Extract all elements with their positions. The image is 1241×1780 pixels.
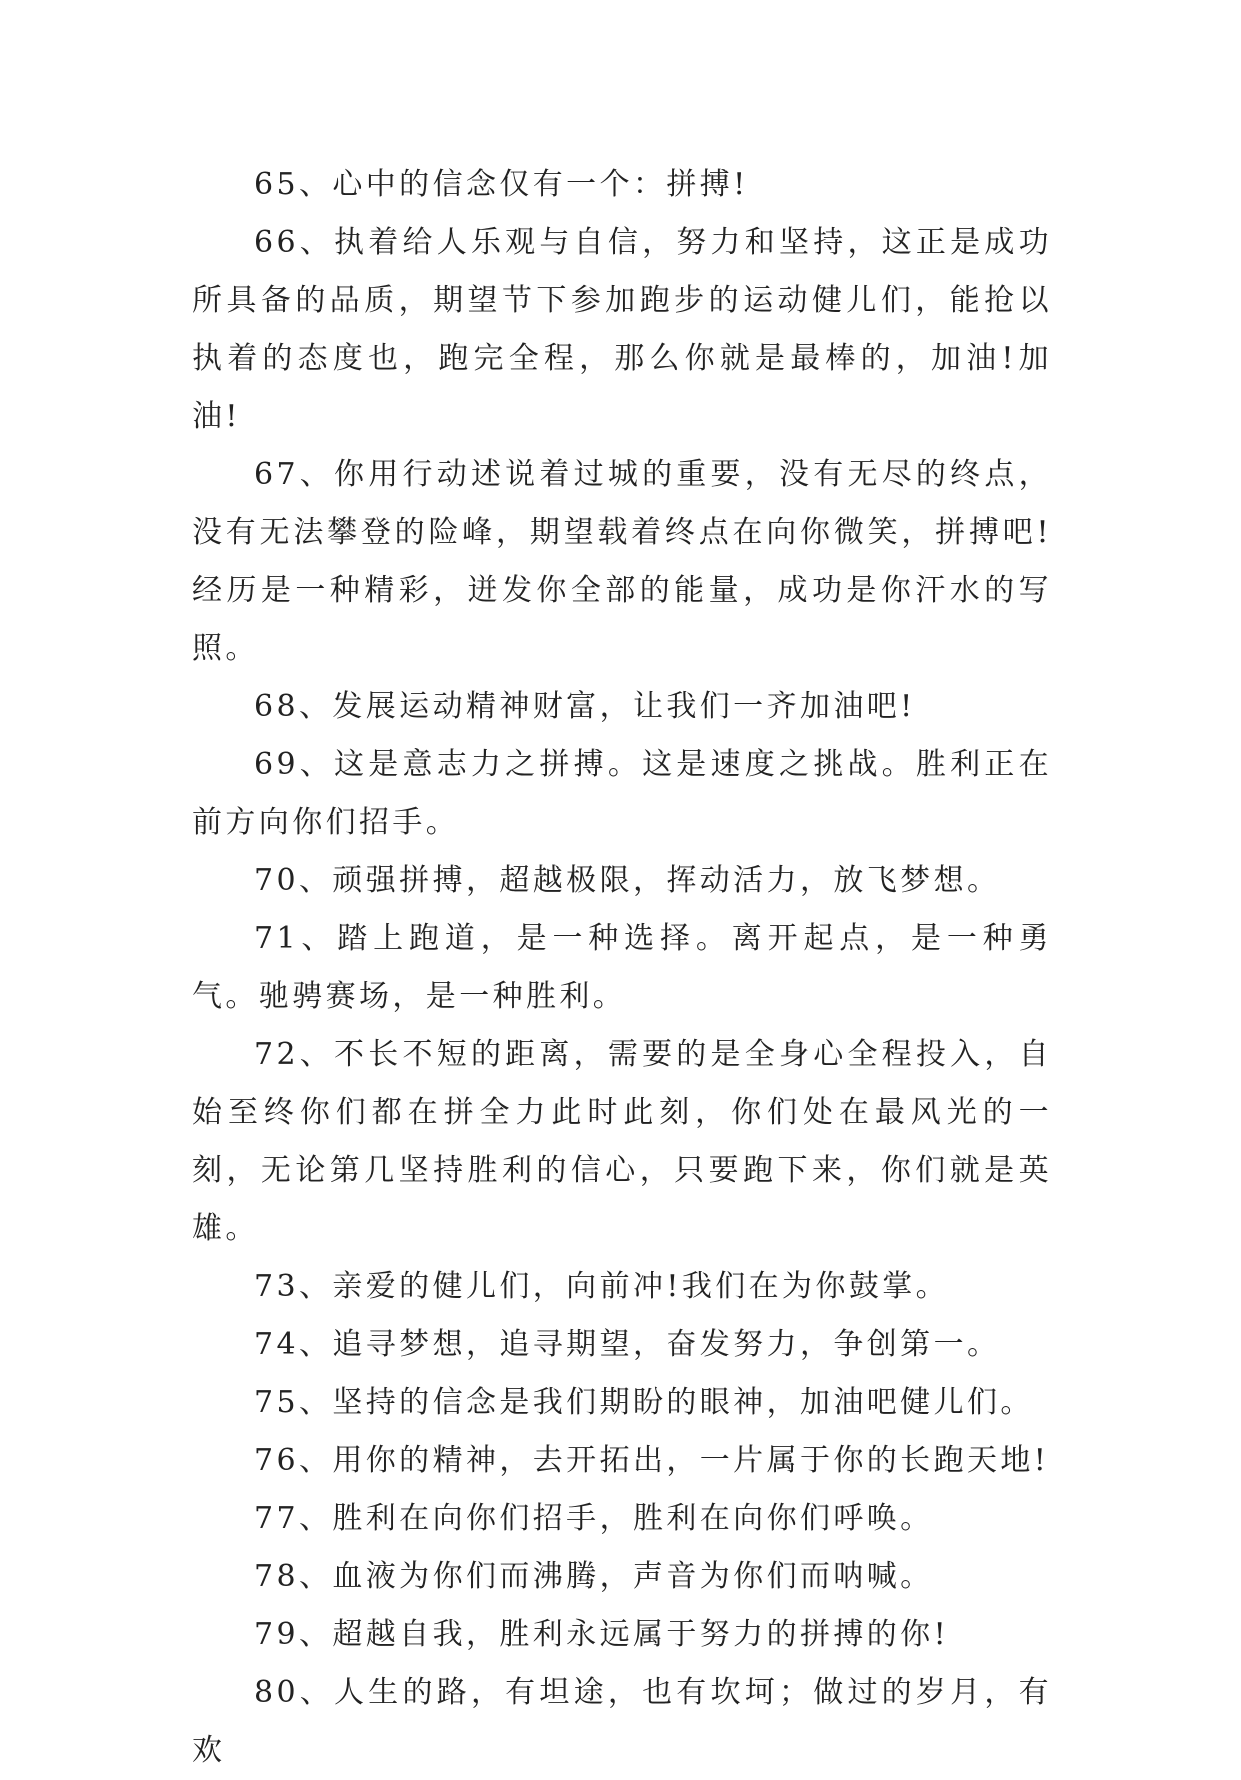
paragraph-70: 70、顽强拼搏，超越极限，挥动活力，放飞梦想。 <box>254 863 1001 898</box>
paragraph-68: 68、发展运动精神财富，让我们一齐加油吧! <box>254 689 916 724</box>
paragraph-65: 65、心中的信念仅有一个：拼搏! <box>254 167 749 202</box>
paragraph-78: 78、血液为你们而沸腾，声音为你们而呐喊。 <box>254 1559 934 1594</box>
paragraph-74: 74、追寻梦想，追寻期望，奋发努力，争创第一。 <box>254 1327 1001 1362</box>
paragraph-77: 77、胜利在向你们招手，胜利在向你们呼唤。 <box>254 1501 934 1536</box>
paragraph-76: 76、用你的精神，去开拓出，一片属于你的长跑天地! <box>254 1443 1050 1478</box>
paragraph-69: 69、这是意志力之拼搏。这是速度之挑战。胜利正在前方向你们招手。 <box>192 747 1052 840</box>
paragraph-80: 80、人生的路，有坦途，也有坎坷；做过的岁月，有欢 <box>192 1675 1052 1768</box>
paragraph-71: 71、踏上跑道，是一种选择。离开起点，是一种勇气。驰骋赛场，是一种胜利。 <box>192 921 1052 1014</box>
paragraph-75: 75、坚持的信念是我们期盼的眼神，加油吧健儿们。 <box>254 1385 1034 1420</box>
paragraph-72: 72、不长不短的距离，需要的是全身心全程投入，自始至终你们都在拼全力此时此刻，你们处在最风光的一刻，无论第几坚持胜利的信心，只要跑下来，你们就是英雄。 <box>192 1037 1052 1246</box>
paragraph-73: 73、亲爱的健儿们，向前冲!我们在为你鼓掌。 <box>254 1269 950 1304</box>
paragraph-79: 79、超越自我，胜利永远属于努力的拼搏的你! <box>254 1617 950 1652</box>
paragraph-66: 66、执着给人乐观与自信，努力和坚持，这正是成功所具备的品质，期望节下参加跑步的运动健儿们，能抢以执着的态度也，跑完全程，那么你就是最棒的，加油!加油! <box>192 225 1052 434</box>
document-body <box>192 156 1052 1780</box>
paragraph-67: 67、你用行动述说着过城的重要，没有无尽的终点，没有无法攀登的险峰，期望载着终点在向你微笑，拼搏吧!经历是一种精彩，迸发你全部的能量，成功是你汗水的写照。 <box>192 457 1052 666</box>
